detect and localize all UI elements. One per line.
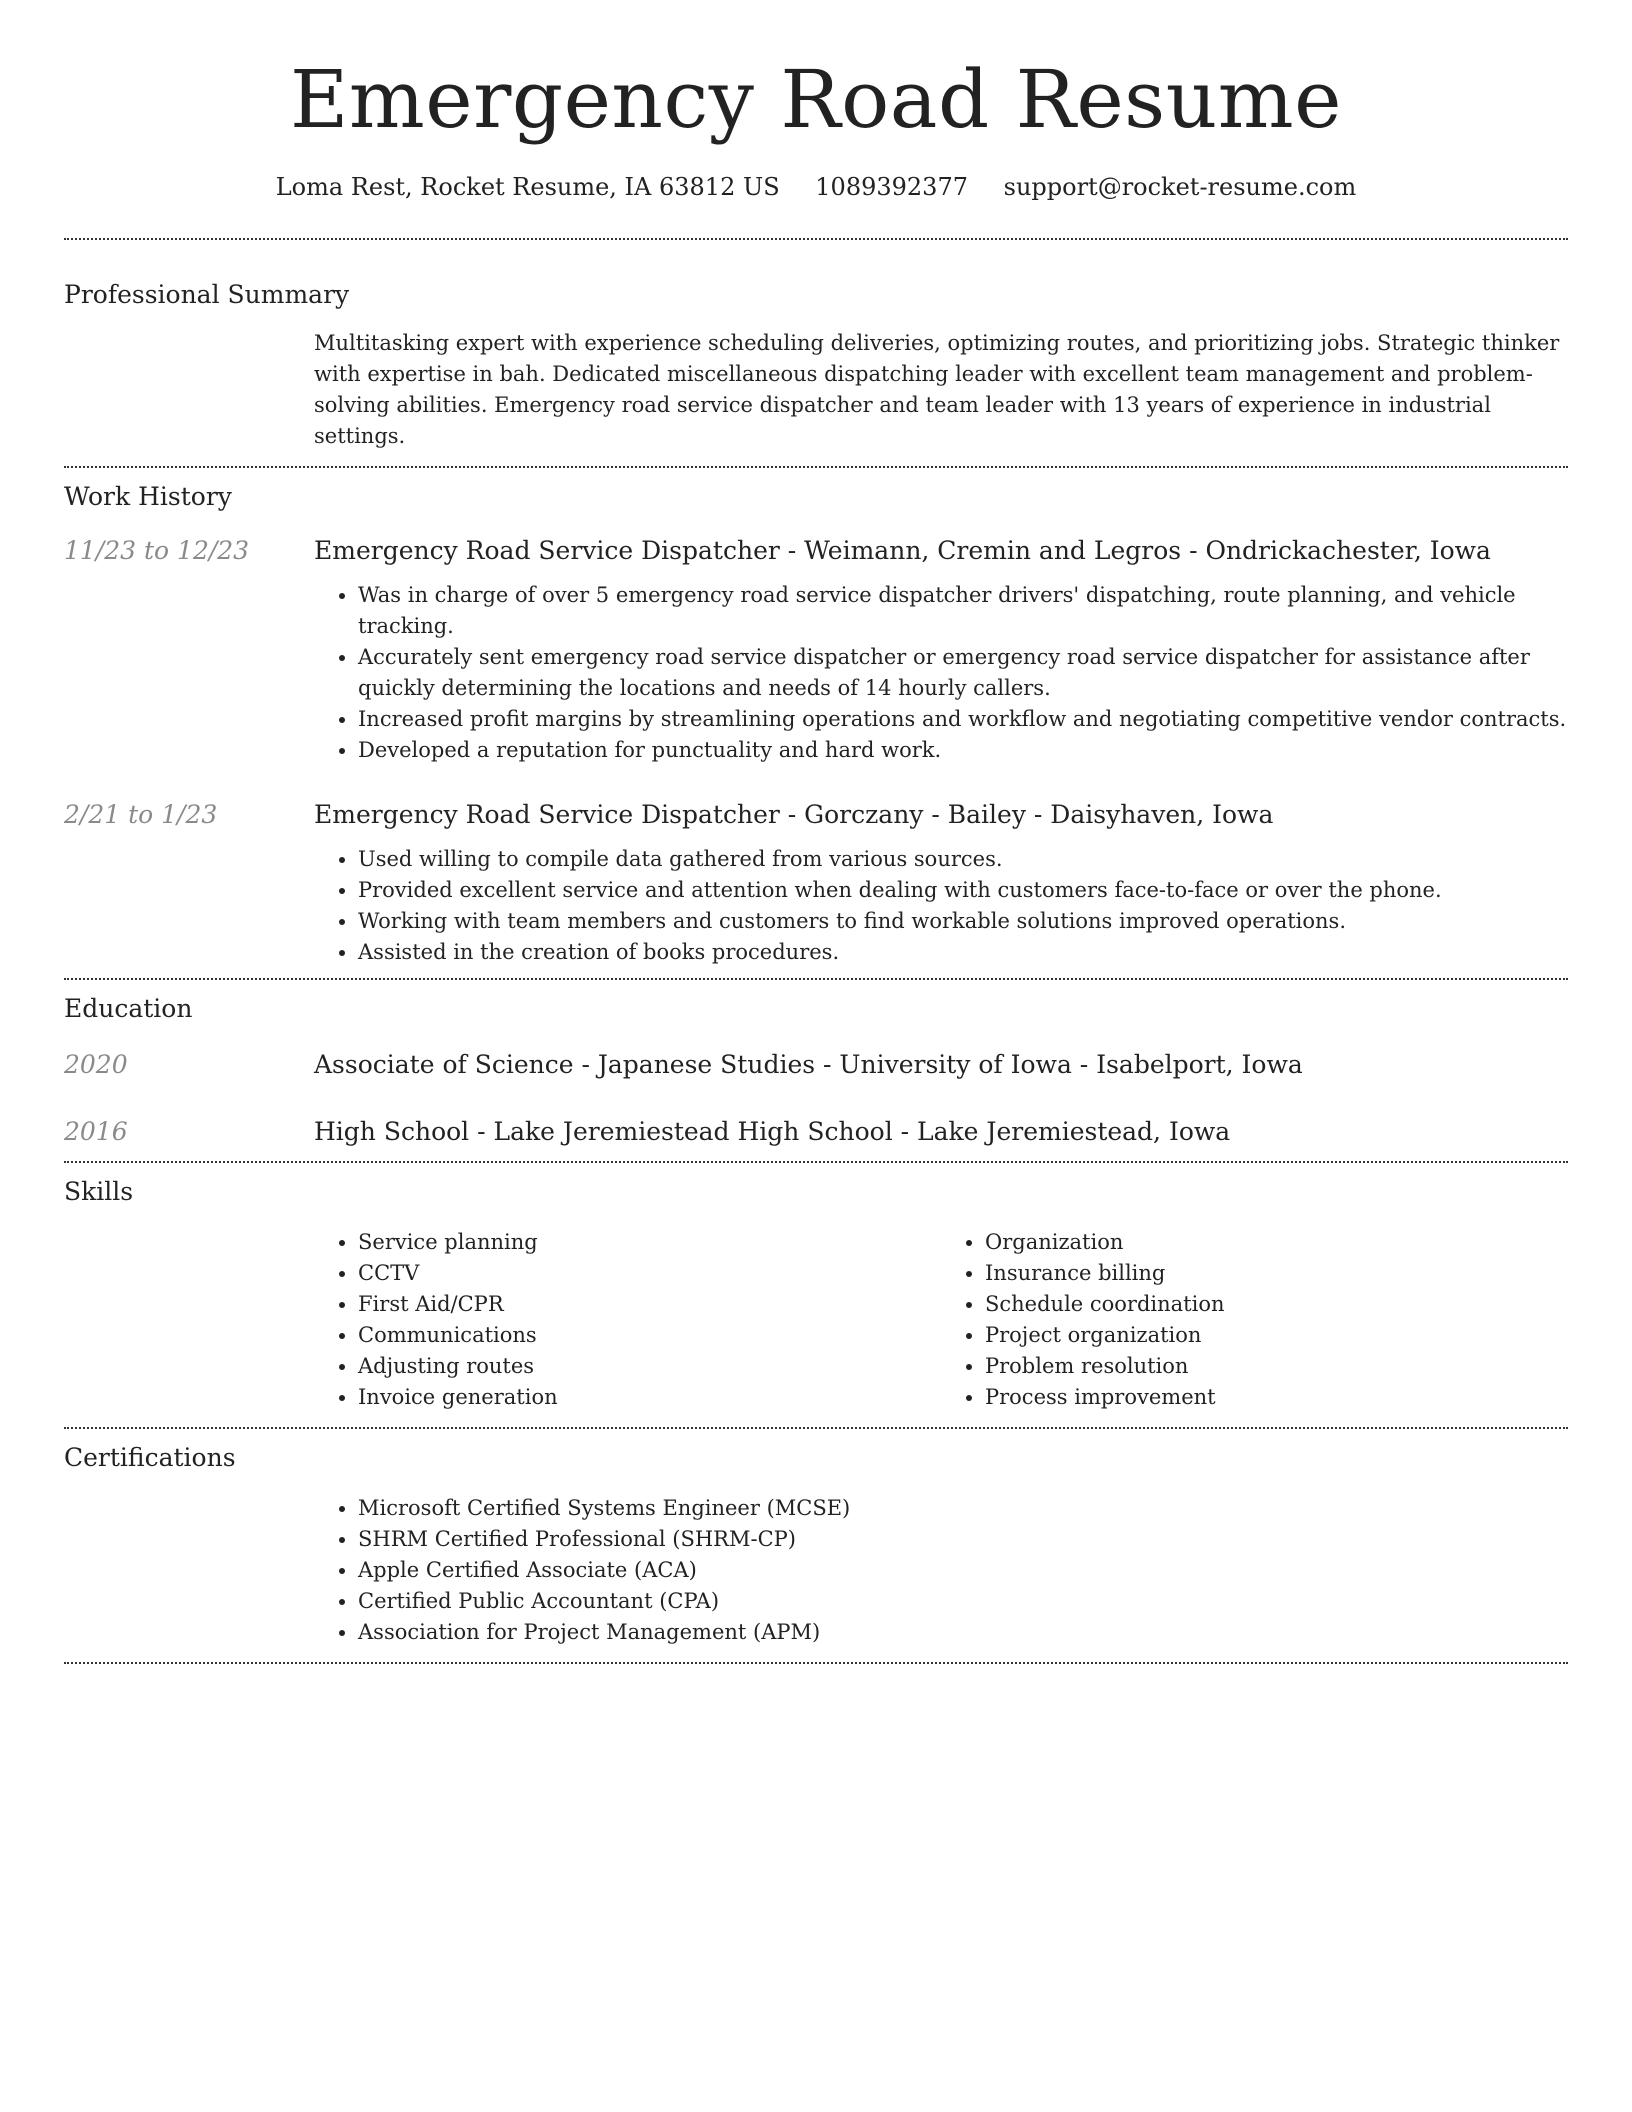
job-dates: 2/21 to 1/23 <box>64 800 218 829</box>
certifications-section <box>64 1429 1568 1662</box>
education-degree: High School <box>314 1117 470 1146</box>
section-title-skills: Skills <box>64 1177 134 1206</box>
resume-name: Emergency Road Resume <box>290 53 1342 146</box>
education-details: - Lake Jeremiestead High School - Lake Jeremiestead, Iowa <box>469 1117 1231 1146</box>
education-entry <box>64 1048 1568 1082</box>
job-dates: 11/23 to 12/23 <box>64 536 250 565</box>
skills-columns <box>314 1227 1568 1413</box>
job-details: - Gorczany - Bailey - Daisyhaven, Iowa <box>779 800 1274 829</box>
list-item: • Accurately sent emergency road service dispatcher or emergency road service dispatcher for assistance after quickly determining the locations and needs of 14 hourly callers. <box>358 642 1568 704</box>
list-item: • Increased profit margins by streamlining operations and workflow and negotiating competitive vendor contracts. <box>358 704 1568 735</box>
skills-list-right <box>941 1227 1568 1413</box>
education-section <box>64 980 1568 1161</box>
skills-list-left <box>314 1227 941 1413</box>
education-details: - University of Iowa - Isabelport, Iowa <box>815 1050 1303 1079</box>
job-header <box>64 534 1568 568</box>
list-item: • Developed a reputation for punctuality and hard work. <box>358 735 1568 766</box>
skill-item: • Schedule coordination <box>985 1289 1568 1320</box>
contact-phone: 1089392377 <box>815 173 968 201</box>
job-details: - Weimann, Cremin and Legros - Ondrickachester, Iowa <box>779 536 1491 565</box>
skill-item: • Insurance billing <box>985 1258 1568 1289</box>
job-role: Emergency Road Service Dispatcher <box>314 800 780 829</box>
education-year: 2020 <box>64 1050 128 1079</box>
education-entry <box>64 1115 1568 1149</box>
work-section <box>64 468 1568 978</box>
skill-item: • Problem resolution <box>985 1351 1568 1382</box>
certification-item: • SHRM Certified Professional (SHRM-CP) <box>358 1524 1568 1555</box>
divider <box>64 1662 1568 1664</box>
section-title-certifications: Certifications <box>64 1443 236 1472</box>
job-bullets <box>314 844 1568 968</box>
skill-item: • Adjusting routes <box>358 1351 941 1382</box>
section-title-summary: Professional Summary <box>64 280 350 309</box>
summary-section <box>64 240 1568 466</box>
contact-email: support@rocket-resume.com <box>1003 173 1357 201</box>
certification-item: • Apple Certified Associate (ACA) <box>358 1555 1568 1586</box>
job-bullets <box>314 580 1568 766</box>
skills-section <box>64 1163 1568 1427</box>
job-title <box>314 534 1491 568</box>
contact-address: Loma Rest, Rocket Resume, IA 63812 US <box>275 173 780 201</box>
certification-item: • Microsoft Certified Systems Engineer (MCSE) <box>358 1493 1568 1524</box>
list-item: • Working with team members and customers to find workable solutions improved operations. <box>358 906 1568 937</box>
skill-item: • Project organization <box>985 1320 1568 1351</box>
certification-item: • Association for Project Management (APM) <box>358 1617 1568 1648</box>
job-entry <box>64 798 1568 968</box>
job-entry <box>64 534 1568 766</box>
list-item: • Used willing to compile data gathered from various sources. <box>358 844 1568 875</box>
education-degree: Associate of Science - Japanese Studies <box>314 1050 816 1079</box>
section-title-education: Education <box>64 994 193 1023</box>
job-title <box>314 798 1273 832</box>
list-item: • Assisted in the creation of books procedures. <box>358 937 1568 968</box>
skill-item: • CCTV <box>358 1258 941 1289</box>
certification-item: • Certified Public Accountant (CPA) <box>358 1586 1568 1617</box>
contact-line <box>64 170 1568 204</box>
list-item: • Was in charge of over 5 emergency road service dispatcher drivers' dispatching, route planning, and vehicle tracking. <box>358 580 1568 642</box>
skill-item: • Invoice generation <box>358 1382 941 1413</box>
education-year: 2016 <box>64 1117 128 1146</box>
job-role: Emergency Road Service Dispatcher <box>314 536 780 565</box>
education-title <box>314 1048 1303 1082</box>
job-header <box>64 798 1568 832</box>
skill-item: • Process improvement <box>985 1382 1568 1413</box>
skill-item: • Communications <box>358 1320 941 1351</box>
skill-item: • Service planning <box>358 1227 941 1258</box>
skill-item: • First Aid/CPR <box>358 1289 941 1320</box>
list-item: • Provided excellent service and attention when dealing with customers face-to-face or over the phone. <box>358 875 1568 906</box>
summary-text: Multitasking expert with experience scheduling deliveries, optimizing routes, and prioritizing jobs. Strategic thinker with expertise in bah. Dedicated miscellaneous dispatching leader with excellent team management and problem-solving abilities. Emergency road service dispatcher and team leader with 13 years of experience in industrial settings. <box>314 331 1560 448</box>
skill-item: • Organization <box>985 1227 1568 1258</box>
education-title <box>314 1115 1230 1149</box>
certifications-list <box>314 1493 1568 1648</box>
section-title-work: Work History <box>64 482 232 511</box>
